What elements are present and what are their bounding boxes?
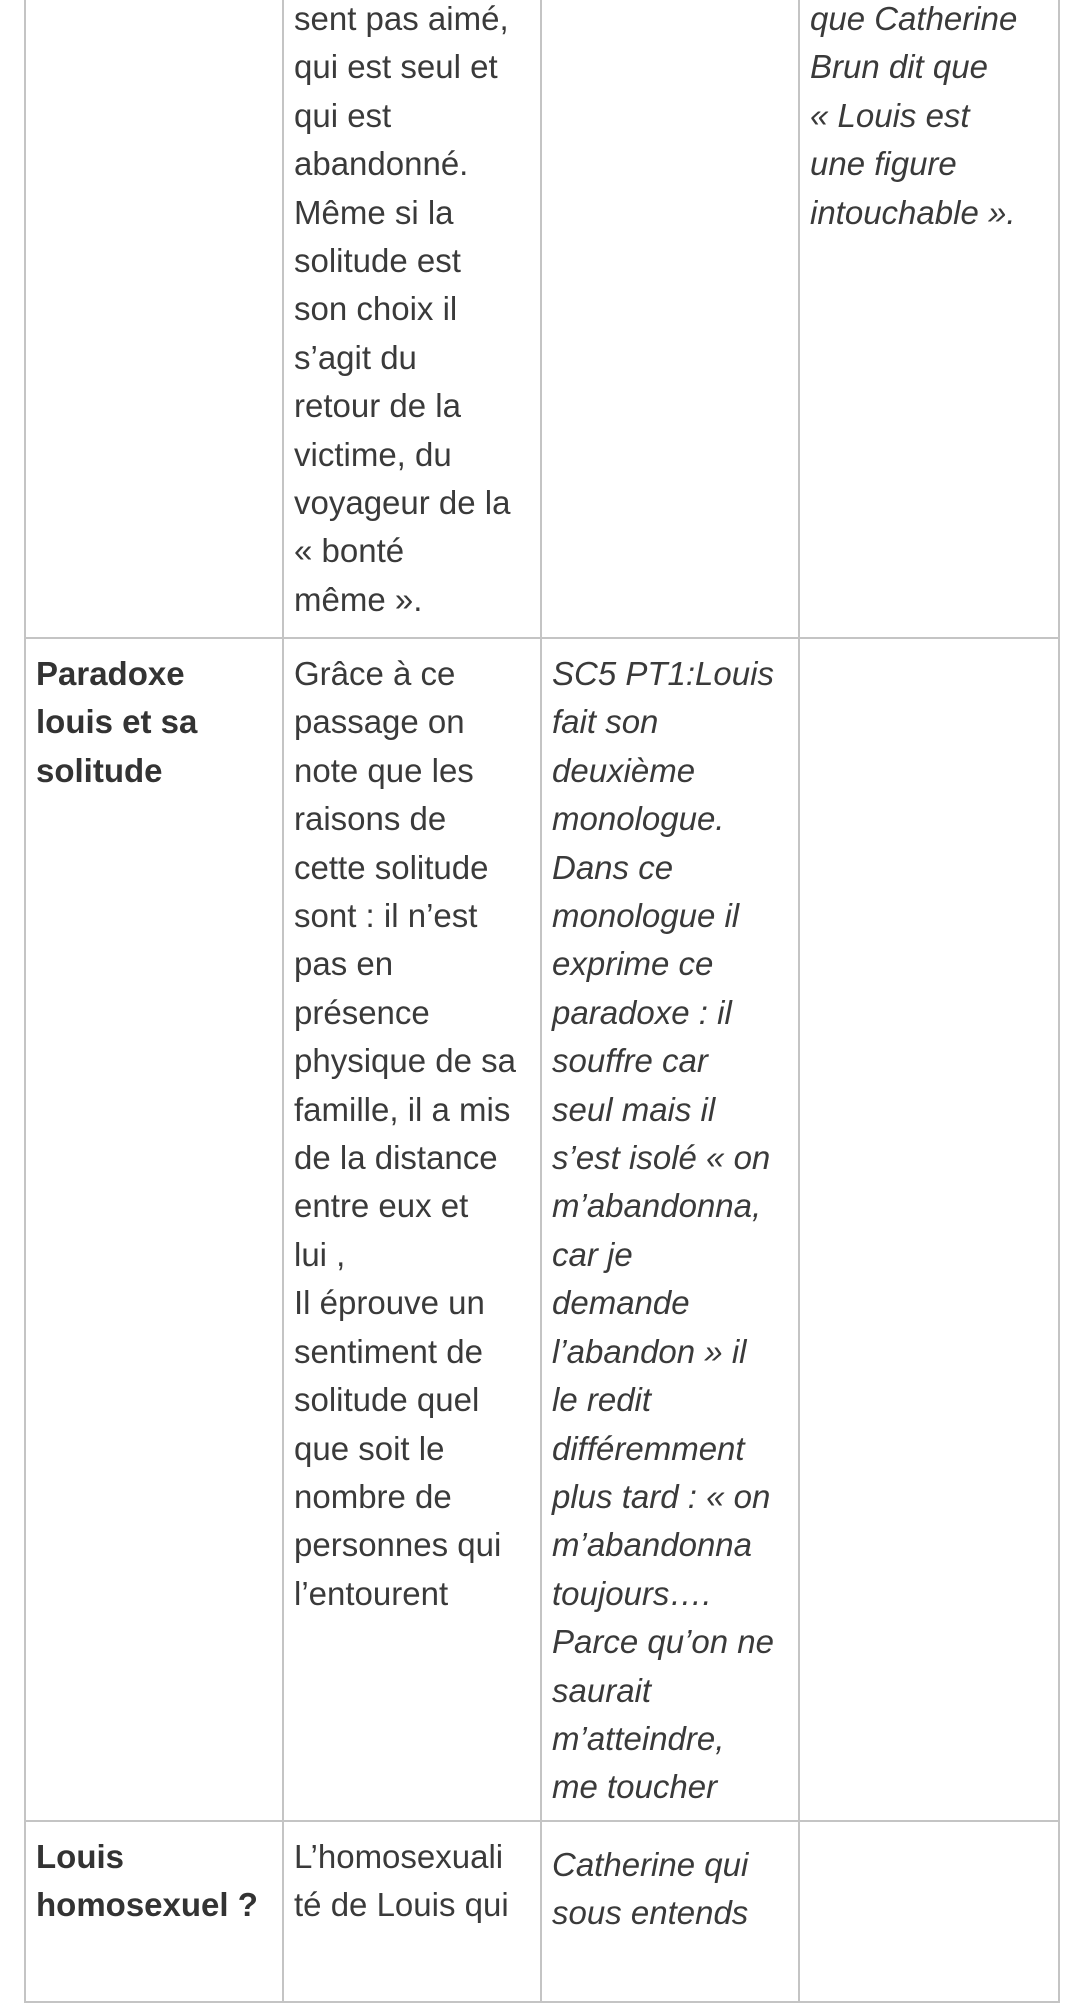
citation-line: m’atteindre, [552, 1719, 725, 1757]
analysis-line: personnes qui [294, 1526, 502, 1564]
analysis-line: physique de sa [294, 1042, 516, 1080]
analysis-line: Il éprouve un [294, 1284, 485, 1322]
citation-line: l’abandon » il [552, 1332, 747, 1370]
citation-line: m’abandonna, [552, 1187, 762, 1225]
citation-line: sous entends [552, 1894, 749, 1932]
analysis-line: famille, il a mis [294, 1090, 511, 1128]
citation-line: SC5 PT1:Louis [552, 655, 774, 692]
analysis-line: Grâce à ce [294, 655, 456, 692]
analysis-line: nombre de [294, 1477, 452, 1515]
analysis-line: s’agit du [294, 338, 417, 376]
analysis-line: pas en [294, 945, 394, 983]
analysis-line: cette solitude [294, 848, 489, 886]
citation-line: deuxième [552, 751, 696, 789]
citation-line: seul mais il [552, 1090, 716, 1128]
citation-line: différemment [552, 1429, 745, 1467]
analysis-line: son choix il [294, 290, 458, 328]
analysis-line: sentiment de [294, 1332, 483, 1370]
theme-line: Paradoxe [36, 655, 185, 692]
critique-line: Brun dit que [810, 48, 988, 86]
critique-line: une figure [810, 145, 957, 183]
citation-line: saurait [552, 1671, 652, 1709]
table-row [25, 0, 1059, 638]
analysis-line: de la distance [294, 1139, 498, 1177]
citation-cell [541, 1821, 799, 2002]
citation-line: Parce qu’on ne [552, 1623, 774, 1661]
theme-cell [25, 0, 283, 638]
citation-line: le redit [552, 1381, 652, 1419]
critique-cell [799, 638, 1059, 1821]
analysis-line: L’homosexuali [294, 1837, 504, 1875]
analysis-line: qui est seul et [294, 48, 498, 86]
citation-line: toujours…. [552, 1574, 712, 1612]
theme-line: Louis [36, 1837, 124, 1875]
analysis-line: que soit le [294, 1429, 445, 1467]
citation-line: demande [552, 1284, 690, 1322]
analysis-line: sent pas aimé, [294, 0, 509, 37]
citation-cell [541, 0, 799, 638]
analysis-cell [283, 1821, 541, 2002]
theme-line: homosexuel ? [36, 1886, 258, 1924]
critique-cell [799, 0, 1059, 638]
table-row [25, 638, 1059, 1821]
analysis-cell [283, 638, 541, 1821]
analysis-line: solitude est [294, 242, 461, 280]
analysis-line: lui , [294, 1235, 346, 1273]
theme-line: louis et sa [36, 703, 198, 741]
critique-line: « Louis est [810, 96, 970, 134]
critique-line: que Catherine [810, 0, 1018, 37]
analysis-line: raisons de [294, 800, 447, 838]
citation-line: monologue. [552, 800, 725, 838]
critique-line: intouchable ». [810, 193, 1016, 231]
analysis-line: voyageur de la [294, 484, 511, 522]
analysis-line: entre eux et [294, 1187, 469, 1225]
analysis-cell [283, 0, 541, 638]
citation-line: Catherine qui [552, 1845, 749, 1883]
critique-cell [799, 1821, 1059, 2002]
citation-line: fait son [552, 703, 659, 741]
analysis-line: même ». [294, 580, 423, 618]
citation-cell [541, 638, 799, 1821]
citation-line: Dans ce [552, 848, 674, 886]
analysis-line: « bonté [294, 532, 405, 570]
theme-line: solitude [36, 751, 163, 789]
citation-line: souffre car [552, 1042, 708, 1080]
theme-cell [25, 638, 283, 1821]
analysis-line: sont : il n’est [294, 897, 478, 935]
analysis-line: présence [294, 993, 430, 1031]
analysis-line: note que les [294, 751, 474, 789]
citation-line: paradoxe : il [552, 993, 732, 1031]
analysis-line: l’entourent [294, 1574, 449, 1612]
analysis-line: abandonné. [294, 145, 469, 183]
analysis-line: Même si la [294, 193, 454, 231]
citation-line: monologue il [552, 897, 740, 935]
table-row [25, 1821, 1059, 2002]
analysis-line: victime, du [294, 435, 452, 473]
analysis-line: retour de la [294, 387, 461, 425]
analysis-line: qui est [294, 96, 392, 134]
theme-cell [25, 1821, 283, 2002]
citation-line: car je [552, 1235, 633, 1273]
analysis-line: passage on [294, 703, 465, 741]
citation-line: m’abandonna [552, 1526, 752, 1564]
analysis-table [24, 0, 1060, 2003]
analysis-line: té de Louis qui [294, 1886, 509, 1924]
citation-line: plus tard : « on [552, 1477, 771, 1515]
citation-line: s’est isolé « on [552, 1139, 771, 1177]
analysis-line: solitude quel [294, 1381, 480, 1419]
citation-line: exprime ce [552, 945, 714, 983]
citation-line: me toucher [552, 1768, 718, 1806]
